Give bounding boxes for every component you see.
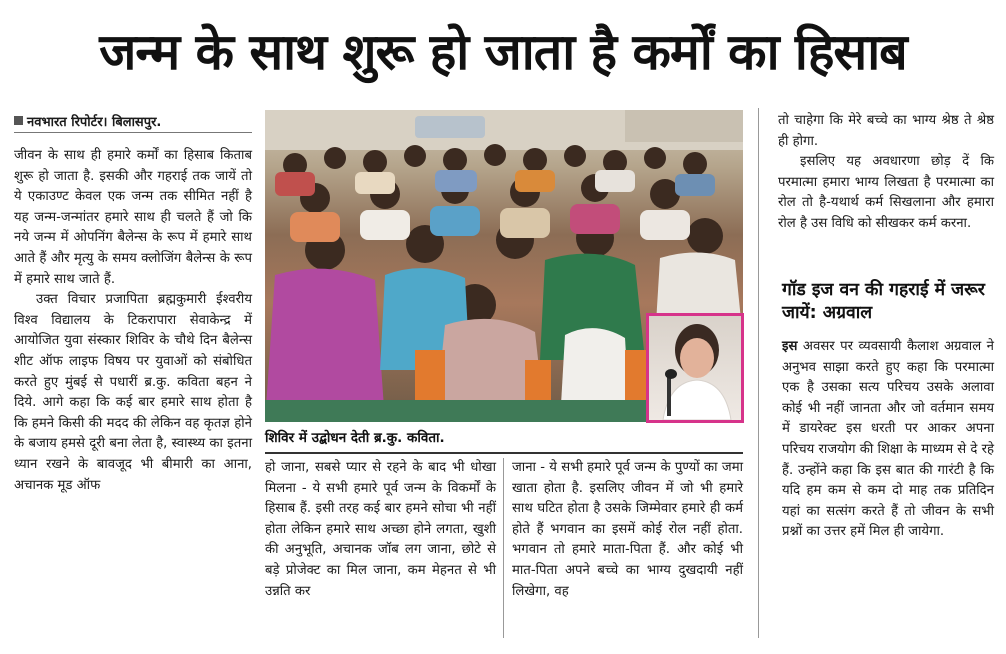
paragraph-2: उक्त विचार प्रजापिता ब्रह्मकुमारी ईश्वरीय विश्व विद्यालय के टिकरापारा सेवाकेन्द्र में आयोजित युवा संस्कार शिविर के चौथे दिन बैलेन्स शीट ऑफ लाइफ विषय पर युवाओं को संबोधित करते हुए मुंबई से पधारीं ब्र.कु. कविता बहन ने दिये. आगे कहा कि कई बार हमारे साथ होता है कि हमने किसी की मदद की लेकिन वह कृतज्ञ होने के बजाय हमसे दूरी बना लेता है, स्वास्थ्य का इतना ध्यान रखने के बावजूद भी बीमारी का आना, अचानक मूड ऑफ xyxy=(14,292,252,493)
paragraph-7-lead: इस xyxy=(782,339,798,354)
article-column-2 xyxy=(265,458,496,602)
paragraph-7 xyxy=(782,337,994,543)
column-divider xyxy=(503,458,504,638)
photo-caption: शिविर में उद्बोधन देती ब्र.कु. कविता. xyxy=(265,424,743,454)
paragraph-4: जाना - ये सभी हमारे पूर्व जन्म के पुण्यों का जमा खाता होता है. इसलिए जीवन में जो भी हमारे साथ घटित होता है उसके जिम्मेवार हमारे ही कर्म होते हैं भगवान का इसमें कोई रोल नहीं होता. भगवान तो हमारे माता-पिता हैं. और कोई भी मात-पिता अपने बच्चे का भाग्य दुखदायी नहीं लिखेगा, वह xyxy=(512,460,743,599)
paragraph-1: जीवन के साथ ही हमारे कर्मों का हिसाब किताब शुरू हो जाता है. इसकी और गहराई तक जायें तो ये एकाउण्ट केवल एक जन्म तक सीमित नहीं है यह जन्म-जन्मांतर हमारे साथ ही चलते हैं जो कि नये जन्म में ओपनिंग बैलेन्स के रूप में हमारे साथ आते हैं और मृत्यु के समय क्लोजिंग बैलेन्स के रूप में हमारे साथ जाते हैं. xyxy=(14,148,252,287)
speaker-illustration xyxy=(649,316,741,420)
headline: जन्म के साथ शुरू हो जाता है कर्मों का हिसाब xyxy=(99,23,907,81)
article-column-4-bottom xyxy=(782,337,994,543)
paragraph-7-body: अवसर पर व्यवसायी कैलाश अग्रवाल ने अनुभव साझा करते हुए कहा कि परमात्मा एक है उसका सत्य परिचय उसके अलावा कोई भी नहीं जानता और जो वर्तमान समय में डायरेक्ट इस धरती पर आकर अपना परिचय राजयोग की शिक्षा के माध्यम से दे रहे हैं. उन्होंने कहा कि इस बात की गारंटी है कि यदि हम कम से कम दो माह तक प्रतिदिन यहां का सत्संग करते हैं तो जीवन के सभी प्रश्नों का उत्तर हमें मिल ही जायेगा. xyxy=(782,339,994,540)
article-column-3 xyxy=(512,458,743,602)
byline-text: नवभारत रिपोर्टर। बिलासपुर. xyxy=(27,115,162,130)
speaker-inset-photo xyxy=(646,313,744,423)
article-column-1 xyxy=(14,114,252,496)
byline-rule xyxy=(14,132,252,133)
article-column-4-top xyxy=(778,111,994,235)
subheading: गॉड इज वन की गहराई में जरूर जायें: अग्रवाल xyxy=(782,280,985,323)
paragraph-5: तो चाहेगा कि मेरे बच्चे का भाग्य श्रेष्ठ ते श्रेष्ठ ही होगा. xyxy=(778,113,994,149)
paragraph-3: हो जाना, सबसे प्यार से रहने के बाद भी धोखा मिलना - ये सभी हमारे पूर्व जन्म के विकर्मों के हिसाब हैं. इसी तरह कई बार हमने सोचा भी नहीं होता लेकिन हमारे साथ अच्छा होने लगता, खुशी की अनुभूति, अचानक जॉब लग जाना, छोटे से बड़े प्रोजेक्ट का मिल जाना, कम मेहनत से भी उन्नति कर xyxy=(265,460,496,599)
column-divider xyxy=(758,108,759,638)
byline xyxy=(14,114,252,132)
paragraph-6: इसलिए यह अवधारणा छोड़ दें कि परमात्मा हमारा भाग्य लिखता है परमात्मा का रोल तो है-यथार्थ कर्म सिखलाना और हमारा रोल है उस विधि को सीखकर कर्म करना. xyxy=(778,154,994,231)
byline-square-icon xyxy=(14,116,23,125)
